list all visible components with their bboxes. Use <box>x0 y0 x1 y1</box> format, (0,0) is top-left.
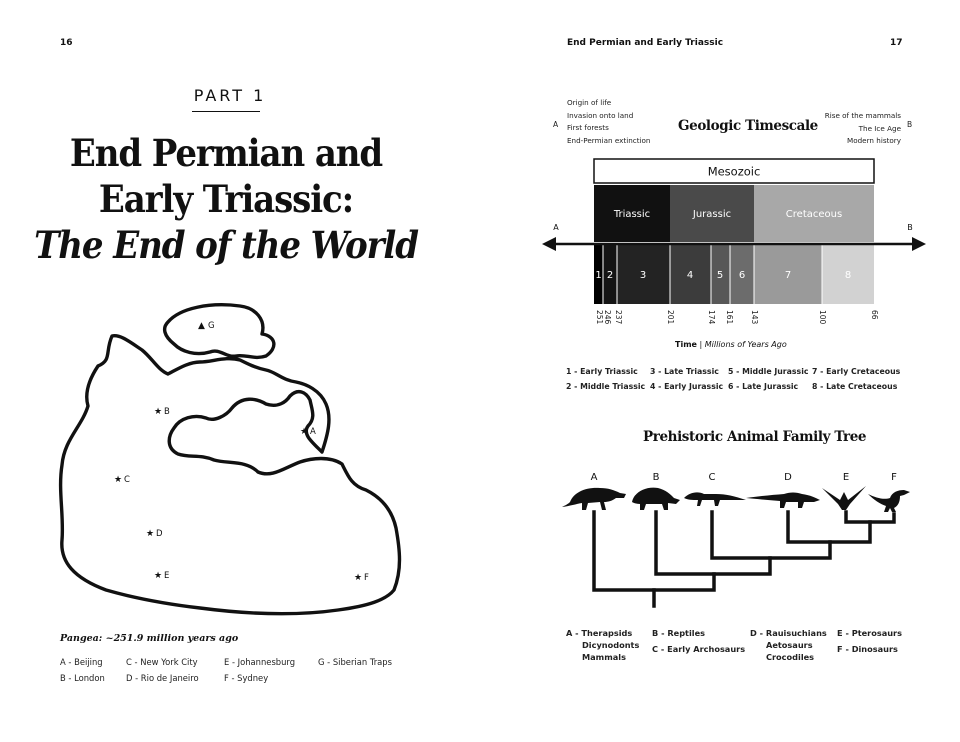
tick-label: 143 <box>750 310 759 325</box>
archosaur-silhouette <box>684 492 746 506</box>
period-label-cretaceous: Cretaceous <box>785 209 843 220</box>
tick-label: 237 <box>614 310 623 325</box>
time-axis-units: Millions of Years Ago <box>704 340 787 349</box>
left-list-item: First forests <box>567 123 609 132</box>
left-list-item: End-Permian extinction <box>567 135 651 145</box>
group-D-sub: Aetosaurs <box>766 640 813 650</box>
stage-number: 1 <box>595 270 602 281</box>
map-marker-label: G <box>208 321 215 331</box>
tree-letter: F <box>891 472 897 483</box>
map-marker-label: E <box>164 571 170 581</box>
crocodilian-silhouette <box>746 493 820 509</box>
legend-G: G - Siberian Traps <box>318 657 392 667</box>
animal-silhouettes <box>562 486 910 512</box>
stage-key-5: 5 - Middle Jurassic <box>728 367 809 376</box>
stage-number: 4 <box>686 270 694 281</box>
map-marker-label: F <box>364 573 369 583</box>
map-marker-icon: ★ <box>114 475 123 485</box>
group-B-label: B - Reptiles <box>652 628 706 638</box>
map-caption: Pangea: ~251.9 million years ago <box>60 633 239 644</box>
stage-number: 8 <box>844 270 852 281</box>
timescale-right-list <box>825 110 901 148</box>
group-D-label: D - Rauisuchians <box>750 628 827 638</box>
map-marker-label: B <box>164 407 170 417</box>
stage-number: 7 <box>784 270 792 281</box>
right-list-item: The Ice Age <box>858 123 901 133</box>
map-marker-icon: ★ <box>354 573 363 583</box>
tree-letter: A <box>590 472 598 483</box>
stage-key-4: 4 - Early Jurassic <box>650 382 724 391</box>
stage-number: 6 <box>738 270 746 281</box>
reptile-silhouette <box>632 488 680 510</box>
family-tree-title: Prehistoric Animal Family Tree <box>643 429 867 445</box>
group-E <box>837 627 902 639</box>
part-divider <box>192 111 260 112</box>
map-marker-icon: ★ <box>154 571 163 581</box>
legend-D: D - Rio de Janeiro <box>126 673 199 683</box>
stage-key-2: 2 - Middle Triassic <box>566 382 646 391</box>
period-label-triassic: Triassic <box>613 209 651 220</box>
chapter-title <box>18 130 434 268</box>
right-list-item: Modern history <box>847 136 901 145</box>
group-A-label: A - Therapsids <box>566 628 633 638</box>
tick-labels <box>595 310 879 325</box>
group-B <box>652 627 705 639</box>
group-F <box>837 643 898 655</box>
map-marker-icon: ▲ <box>198 321 205 331</box>
mesozoic-label: Mesozoic <box>707 164 761 179</box>
timescale-title: Geologic Timescale <box>678 118 818 134</box>
stage-key-6: 6 - Late Jurassic <box>728 382 799 391</box>
part-label: PART 1 <box>193 86 267 105</box>
map-marker-icon: ★ <box>300 427 309 437</box>
group-F-label: F - Dinosaurs <box>837 644 898 654</box>
map-marker-icon: ★ <box>146 529 155 539</box>
left-list-item: Invasion onto land <box>567 110 634 120</box>
tick-label: 100 <box>818 310 827 325</box>
legend-F: F - Sydney <box>224 673 269 683</box>
tree-letter: D <box>784 472 792 483</box>
group-E-label: E - Pterosaurs <box>837 628 902 638</box>
axis-letter-A: A <box>553 223 559 232</box>
tree-letter: B <box>652 472 660 483</box>
tick-label: 201 <box>666 310 675 325</box>
siberia-outline <box>165 305 274 358</box>
chapter-title-line-1: End Permian and <box>69 131 383 175</box>
tree-letter: C <box>708 472 716 483</box>
legend-C: C - New York City <box>126 657 198 667</box>
right-list-item: Rise of the mammals <box>824 111 901 120</box>
group-A-sub: Mammals <box>582 652 626 662</box>
time-axis-title: Time <box>675 340 697 349</box>
stage-number: 2 <box>606 270 614 281</box>
tree-letter: E <box>842 472 850 483</box>
time-axis-label: Time | Millions of Years Ago <box>675 340 787 349</box>
dinosaur-silhouette <box>868 490 910 512</box>
group-C <box>652 643 745 655</box>
period-label-jurassic: Jurassic <box>692 209 732 220</box>
chapter-title-line-2: Early Triassic: <box>98 177 354 221</box>
therapsid-silhouette <box>562 488 626 510</box>
tick-label: 251 <box>595 310 604 325</box>
left-list-item: Origin of life <box>567 98 612 107</box>
stage-key-3: 3 - Late Triassic <box>650 367 719 376</box>
running-head: End Permian and Early Triassic <box>567 38 724 48</box>
pangea-map <box>50 300 410 620</box>
page-number-left: 16 <box>60 38 73 48</box>
right-page <box>480 0 960 742</box>
tick-label: 66 <box>870 310 879 320</box>
map-marker-icon: ★ <box>154 407 163 417</box>
stage-key-8: 8 - Late Cretaceous <box>812 382 898 391</box>
tick-label: 161 <box>725 310 734 325</box>
map-marker-label: A <box>310 427 316 437</box>
geologic-timescale <box>540 155 930 335</box>
legend-E: E - Johannesburg <box>224 657 296 667</box>
stage-number: 5 <box>716 270 724 281</box>
group-C-label: C - Early Archosaurs <box>652 644 746 654</box>
group-A-sub: Dicynodonts <box>582 640 640 650</box>
timescale-left-list <box>567 97 650 147</box>
legend-A: A - Beijing <box>60 657 103 667</box>
group-D <box>750 627 827 663</box>
family-tree <box>550 462 930 612</box>
timescale-left-letter: A <box>553 120 559 129</box>
legend-B: B - London <box>60 673 105 683</box>
chapter-title-line-3: The End of the World <box>34 223 418 267</box>
axis-letter-B: B <box>907 223 913 232</box>
axis-arrow-right <box>912 237 926 251</box>
group-A <box>566 627 639 663</box>
map-marker-label: D <box>156 529 163 539</box>
stage-key-7: 7 - Early Cretaceous <box>812 367 901 376</box>
tick-label: 174 <box>707 310 716 325</box>
pangea-outline <box>61 336 400 614</box>
pterosaur-silhouette <box>822 486 866 510</box>
page-number-right: 17 <box>890 38 903 48</box>
stage-number: 3 <box>639 270 647 281</box>
group-D-sub: Crocodiles <box>766 652 815 662</box>
cladogram-lines <box>594 512 894 606</box>
stage-key-1: 1 - Early Triassic <box>566 367 638 376</box>
map-marker-label: C <box>124 475 130 485</box>
tick-label: 246 <box>603 310 612 325</box>
axis-arrow-left <box>542 237 556 251</box>
timescale-right-letter: B <box>907 120 913 129</box>
tree-letters <box>591 472 898 483</box>
